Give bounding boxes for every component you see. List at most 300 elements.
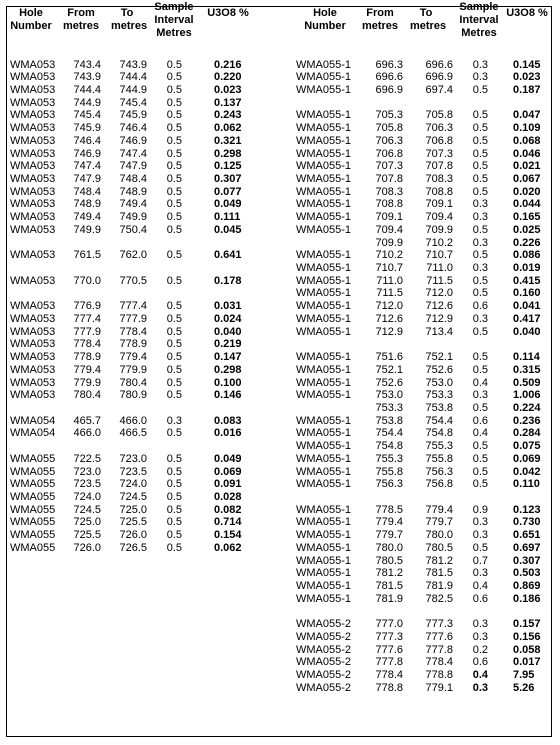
cell-grade: 0.186 <box>513 592 541 605</box>
cell-hole: WMA055-2 <box>296 643 352 656</box>
cell-grade: 0.321 <box>214 134 242 147</box>
cell-from: 751.6 <box>375 351 403 364</box>
cell-grade: 0.023 <box>214 83 242 96</box>
cell-from: 777.0 <box>375 618 403 631</box>
cell-interval: 0.5 <box>166 71 182 84</box>
cell-hole: WMA055-1 <box>296 109 352 122</box>
cell-grade: 0.307 <box>214 172 242 185</box>
cell-from: 781.9 <box>375 592 403 605</box>
cell-to: 709.9 <box>425 223 453 236</box>
cell-from: 743.4 <box>73 58 101 71</box>
cell-to: 744.9 <box>119 83 147 96</box>
cell-grade: 0.417 <box>513 312 541 325</box>
right-table-row <box>0 275 560 288</box>
cell-interval: 0.3 <box>472 630 488 643</box>
cell-grade: 0.165 <box>513 211 541 224</box>
cell-interval: 0.5 <box>472 185 488 198</box>
right-table-row <box>0 656 560 669</box>
left-header-from: From metres <box>62 7 100 32</box>
cell-interval: 0.5 <box>166 109 182 122</box>
cell-interval: 0.5 <box>166 122 182 135</box>
cell-to: 749.4 <box>119 198 147 211</box>
cell-hole: WMA055-1 <box>296 262 352 275</box>
cell-interval: 0.5 <box>166 503 182 516</box>
cell-to: 779.4 <box>119 351 147 364</box>
cell-grade: 0.714 <box>214 516 242 529</box>
cell-from: 724.0 <box>73 490 101 503</box>
right-table-row <box>0 427 560 440</box>
cell-from: 746.9 <box>73 147 101 160</box>
cell-hole: WMA055-1 <box>296 58 352 71</box>
cell-grade: 0.869 <box>513 580 541 593</box>
cell-hole: WMA055-1 <box>296 567 352 580</box>
cell-grade: 0.040 <box>513 325 541 338</box>
cell-hole: WMA055-1 <box>296 325 352 338</box>
right-table-row <box>0 160 560 173</box>
cell-from: 780.5 <box>375 554 403 567</box>
cell-grade: 0.226 <box>513 236 541 249</box>
cell-from: 777.9 <box>73 325 101 338</box>
cell-to: 779.9 <box>119 363 147 376</box>
cell-hole: WMA055-1 <box>296 312 352 325</box>
cell-interval: 0.5 <box>472 325 488 338</box>
cell-to: 755.8 <box>425 452 453 465</box>
cell-grade: 0.156 <box>513 630 541 643</box>
cell-from: 747.9 <box>73 172 101 185</box>
cell-grade: 0.160 <box>513 287 541 300</box>
cell-hole: WMA053 <box>10 172 56 185</box>
cell-from: 753.0 <box>375 389 403 402</box>
cell-hole: WMA055-1 <box>296 134 352 147</box>
cell-from: 743.9 <box>73 71 101 84</box>
cell-from: 466.0 <box>73 427 101 440</box>
cell-interval: 0.4 <box>472 580 488 593</box>
cell-from: 725.5 <box>73 529 101 542</box>
cell-grade: 0.024 <box>214 312 242 325</box>
cell-interval: 0.5 <box>472 172 488 185</box>
cell-hole: WMA055-1 <box>296 580 352 593</box>
cell-from: 780.0 <box>375 541 403 554</box>
cell-hole: WMA054 <box>10 414 56 427</box>
right-table-row <box>0 377 560 390</box>
cell-hole: WMA055-1 <box>296 592 352 605</box>
cell-to: 753.3 <box>425 389 453 402</box>
cell-interval: 0.5 <box>166 300 182 313</box>
cell-interval: 0.5 <box>166 223 182 236</box>
right-header-interval: Sample Interval Metres <box>459 1 499 39</box>
cell-interval: 0.3 <box>472 312 488 325</box>
cell-interval: 0.5 <box>472 401 488 414</box>
cell-interval: 0.5 <box>472 109 488 122</box>
cell-interval: 0.5 <box>166 478 182 491</box>
cell-grade: 0.062 <box>214 122 242 135</box>
cell-from: 778.5 <box>375 503 403 516</box>
cell-interval: 0.5 <box>472 478 488 491</box>
cell-grade: 0.109 <box>513 122 541 135</box>
cell-from: 710.2 <box>375 249 403 262</box>
cell-to: 777.4 <box>119 300 147 313</box>
cell-to: 752.1 <box>425 351 453 364</box>
cell-from: 777.6 <box>375 643 403 656</box>
cell-to: 762.0 <box>119 249 147 262</box>
cell-to: 777.3 <box>425 618 453 631</box>
cell-from: 706.3 <box>375 134 403 147</box>
cell-interval: 0.3 <box>472 516 488 529</box>
cell-hole: WMA053 <box>10 376 56 389</box>
cell-interval: 0.6 <box>472 414 488 427</box>
right-table-row <box>0 567 560 580</box>
cell-to: 752.6 <box>425 363 453 376</box>
cell-grade: 0.069 <box>513 452 541 465</box>
cell-interval: 0.5 <box>166 274 182 287</box>
cell-hole: WMA053 <box>10 351 56 364</box>
cell-from: 708.8 <box>375 198 403 211</box>
cell-interval: 0.5 <box>166 172 182 185</box>
cell-from: 711.0 <box>376 274 403 287</box>
cell-interval: 0.5 <box>166 529 182 542</box>
cell-grade: 0.236 <box>513 414 541 427</box>
left-header-hole: Hole Number <box>10 7 52 32</box>
cell-grade: 0.028 <box>214 490 242 503</box>
cell-interval: 0.5 <box>472 134 488 147</box>
cell-grade: 0.069 <box>214 465 242 478</box>
cell-interval: 0.5 <box>166 96 182 109</box>
cell-to: 750.4 <box>119 223 147 236</box>
cell-grade: 0.075 <box>513 440 541 453</box>
cell-from: 706.8 <box>375 147 403 160</box>
cell-interval: 0.5 <box>166 134 182 147</box>
left-header-interval: Sample Interval Metres <box>154 1 194 39</box>
cell-from: 752.6 <box>375 376 403 389</box>
cell-hole: WMA053 <box>10 109 56 122</box>
cell-hole: WMA055 <box>10 503 56 516</box>
right-table-row <box>0 669 560 682</box>
cell-interval: 0.3 <box>472 71 488 84</box>
cell-hole: WMA055 <box>10 516 56 529</box>
cell-grade: 0.147 <box>214 351 242 364</box>
cell-interval: 0.5 <box>472 440 488 453</box>
right-table-row <box>0 287 560 300</box>
cell-from: 712.6 <box>375 312 403 325</box>
cell-interval: 0.3 <box>472 567 488 580</box>
cell-from: 465.7 <box>73 414 101 427</box>
cell-from: 761.5 <box>73 249 101 262</box>
cell-to: 777.6 <box>425 630 453 643</box>
cell-grade: 0.110 <box>513 478 540 491</box>
cell-hole: WMA055-2 <box>296 630 352 643</box>
cell-to: 707.8 <box>425 160 453 173</box>
cell-from: 748.9 <box>73 198 101 211</box>
cell-grade: 0.082 <box>214 503 242 516</box>
right-table-row <box>0 313 560 326</box>
cell-interval: 0.4 <box>472 427 488 440</box>
cell-to: 466.0 <box>119 414 147 427</box>
right-table-row <box>0 224 560 237</box>
right-table-row <box>0 135 560 148</box>
cell-interval: 0.5 <box>166 452 182 465</box>
cell-grade: 0.114 <box>513 351 540 364</box>
cell-to: 746.4 <box>119 122 147 135</box>
cell-from: 744.4 <box>73 83 101 96</box>
cell-grade: 0.083 <box>214 414 242 427</box>
cell-from: 779.4 <box>73 363 101 376</box>
cell-hole: WMA053 <box>10 122 56 135</box>
cell-interval: 0.5 <box>166 83 182 96</box>
right-table-row <box>0 644 560 657</box>
right-table-row <box>0 186 560 199</box>
cell-to: 706.3 <box>425 122 453 135</box>
cell-to: 777.8 <box>425 643 453 656</box>
right-table-row <box>0 198 560 211</box>
cell-from: 712.9 <box>375 325 403 338</box>
cell-from: 709.9 <box>375 236 403 249</box>
cell-hole: WMA053 <box>10 211 56 224</box>
cell-from: 776.9 <box>73 300 101 313</box>
cell-to: 708.3 <box>425 172 453 185</box>
cell-from: 696.3 <box>375 58 403 71</box>
cell-grade: 0.298 <box>214 147 242 160</box>
cell-hole: WMA055-1 <box>296 71 352 84</box>
cell-grade: 0.187 <box>513 83 541 96</box>
cell-hole: WMA055-1 <box>296 389 352 402</box>
cell-to: 745.9 <box>119 109 147 122</box>
right-table-row <box>0 516 560 529</box>
cell-to: 744.4 <box>119 71 147 84</box>
cell-hole: WMA053 <box>10 58 56 71</box>
cell-interval: 0.3 <box>166 414 182 427</box>
right-table-row <box>0 402 560 415</box>
cell-from: 779.9 <box>73 376 101 389</box>
cell-hole: WMA053 <box>10 147 56 160</box>
right-table-row <box>0 453 560 466</box>
cell-to: 726.5 <box>119 541 147 554</box>
cell-hole: WMA055 <box>10 529 56 542</box>
cell-from: 708.3 <box>375 185 403 198</box>
cell-from: 726.0 <box>73 541 101 554</box>
cell-from: 710.7 <box>375 262 403 275</box>
cell-to: 712.0 <box>425 287 453 300</box>
cell-to: 745.4 <box>119 96 147 109</box>
right-table-row <box>0 478 560 491</box>
cell-from: 756.3 <box>375 478 403 491</box>
cell-to: 753.0 <box>425 376 453 389</box>
cell-hole: WMA055-1 <box>296 516 352 529</box>
cell-grade: 0.049 <box>214 452 242 465</box>
cell-from: 778.4 <box>73 338 101 351</box>
right-table-row <box>0 529 560 542</box>
cell-grade: 0.077 <box>214 185 242 198</box>
cell-hole: WMA055 <box>10 541 56 554</box>
cell-grade: 0.137 <box>214 96 242 109</box>
cell-to: 781.5 <box>425 567 453 580</box>
cell-grade: 0.047 <box>513 109 541 122</box>
cell-grade: 0.042 <box>513 465 541 478</box>
cell-from: 777.8 <box>375 656 403 669</box>
cell-hole: WMA055-1 <box>296 465 352 478</box>
cell-hole: WMA055-2 <box>296 618 352 631</box>
cell-grade: 0.503 <box>513 567 541 580</box>
right-table-row <box>0 211 560 224</box>
right-table-row <box>0 555 560 568</box>
cell-interval: 0.5 <box>472 274 488 287</box>
cell-hole: WMA053 <box>10 389 56 402</box>
cell-to: 710.2 <box>425 236 453 249</box>
cell-interval: 0.3 <box>472 389 488 402</box>
cell-interval: 0.3 <box>472 262 488 275</box>
cell-interval: 0.5 <box>166 147 182 160</box>
cell-to: 778.4 <box>425 656 453 669</box>
cell-from: 709.4 <box>375 223 403 236</box>
cell-interval: 0.4 <box>472 669 488 682</box>
left-table-row <box>0 491 560 504</box>
cell-to: 754.4 <box>425 414 453 427</box>
cell-hole: WMA053 <box>10 185 56 198</box>
cell-interval: 0.5 <box>472 452 488 465</box>
cell-from: 754.4 <box>375 427 403 440</box>
cell-grade: 0.298 <box>214 363 242 376</box>
cell-from: 696.9 <box>375 83 403 96</box>
cell-grade: 0.216 <box>214 58 242 71</box>
cell-grade: 5.26 <box>513 681 535 694</box>
cell-grade: 0.284 <box>513 427 541 440</box>
cell-from: 754.8 <box>375 440 403 453</box>
right-table-row <box>0 631 560 644</box>
cell-grade: 0.049 <box>214 198 242 211</box>
cell-hole: WMA055-1 <box>296 478 352 491</box>
cell-hole: WMA053 <box>10 160 56 173</box>
cell-grade: 0.157 <box>513 618 541 631</box>
cell-to: 781.9 <box>425 580 453 593</box>
cell-to: 749.9 <box>119 211 147 224</box>
cell-grade: 0.178 <box>214 274 242 287</box>
cell-grade: 0.415 <box>513 274 541 287</box>
cell-grade: 0.224 <box>513 401 541 414</box>
cell-hole: WMA055-1 <box>296 211 352 224</box>
right-table-row <box>0 59 560 72</box>
cell-interval: 0.3 <box>472 198 488 211</box>
cell-grade: 0.045 <box>214 223 242 236</box>
right-table-row <box>0 109 560 122</box>
cell-to: 712.9 <box>425 312 453 325</box>
cell-to: 778.9 <box>119 338 147 351</box>
cell-to: 780.9 <box>119 389 147 402</box>
right-header-hole: Hole Number <box>304 7 346 32</box>
cell-to: 724.0 <box>119 478 147 491</box>
cell-interval: 0.3 <box>472 211 488 224</box>
cell-grade: 0.146 <box>214 389 242 402</box>
cell-hole: WMA055-1 <box>296 503 352 516</box>
cell-interval: 0.5 <box>472 351 488 364</box>
cell-grade: 0.111 <box>214 211 241 224</box>
cell-interval: 0.5 <box>166 338 182 351</box>
right-table-row <box>0 262 560 275</box>
cell-to: 723.0 <box>119 452 147 465</box>
cell-from: 778.8 <box>375 681 403 694</box>
cell-from: 781.5 <box>375 580 403 593</box>
cell-interval: 0.5 <box>166 58 182 71</box>
cell-from: 770.0 <box>73 274 101 287</box>
cell-interval: 0.5 <box>166 389 182 402</box>
cell-from: 749.9 <box>73 223 101 236</box>
cell-from: 779.7 <box>375 529 403 542</box>
cell-to: 743.9 <box>119 58 147 71</box>
cell-to: 748.4 <box>119 172 147 185</box>
right-table-row <box>0 351 560 364</box>
cell-to: 755.3 <box>425 440 453 453</box>
cell-to: 709.4 <box>425 211 453 224</box>
cell-grade: 0.058 <box>513 643 541 656</box>
cell-grade: 7.95 <box>513 669 535 682</box>
cell-grade: 0.641 <box>214 249 242 262</box>
cell-hole: WMA055-1 <box>296 147 352 160</box>
cell-hole: WMA053 <box>10 83 56 96</box>
cell-to: 711.0 <box>426 262 453 275</box>
cell-from: 709.1 <box>375 211 403 224</box>
cell-from: 722.5 <box>73 452 101 465</box>
cell-interval: 0.5 <box>472 223 488 236</box>
cell-grade: 1.006 <box>513 389 541 402</box>
cell-to: 779.4 <box>425 503 453 516</box>
cell-from: 753.8 <box>375 414 403 427</box>
cell-from: 705.3 <box>375 109 403 122</box>
cell-interval: 0.5 <box>472 541 488 554</box>
cell-hole: WMA055 <box>10 465 56 478</box>
cell-to: 747.4 <box>119 147 147 160</box>
right-table-row <box>0 389 560 402</box>
cell-grade: 0.697 <box>513 541 541 554</box>
cell-to: 697.4 <box>425 83 453 96</box>
cell-from: 745.9 <box>73 122 101 135</box>
cell-from: 746.4 <box>73 134 101 147</box>
cell-to: 725.5 <box>119 516 147 529</box>
cell-grade: 0.509 <box>513 376 541 389</box>
cell-hole: WMA053 <box>10 312 56 325</box>
cell-to: 696.6 <box>425 58 453 71</box>
cell-interval: 0.2 <box>472 643 488 656</box>
cell-interval: 0.5 <box>472 363 488 376</box>
cell-to: 782.5 <box>425 592 453 605</box>
cell-interval: 0.5 <box>166 185 182 198</box>
cell-to: 781.2 <box>425 554 453 567</box>
cell-from: 747.4 <box>73 160 101 173</box>
cell-grade: 0.091 <box>214 478 242 491</box>
cell-to: 706.8 <box>425 134 453 147</box>
cell-interval: 0.5 <box>472 83 488 96</box>
cell-hole: WMA055 <box>10 478 56 491</box>
cell-hole: WMA055-1 <box>296 83 352 96</box>
cell-from: 712.0 <box>375 300 403 313</box>
cell-interval: 0.5 <box>472 160 488 173</box>
cell-hole: WMA055 <box>10 452 56 465</box>
cell-hole: WMA055-1 <box>296 122 352 135</box>
cell-to: 778.4 <box>119 325 147 338</box>
cell-to: 466.5 <box>119 427 147 440</box>
cell-hole: WMA053 <box>10 223 56 236</box>
cell-hole: WMA055-1 <box>296 223 352 236</box>
cell-to: 696.9 <box>425 71 453 84</box>
cell-to: 780.4 <box>119 376 147 389</box>
cell-to: 770.5 <box>119 274 147 287</box>
cell-interval: 0.3 <box>472 618 488 631</box>
cell-hole: WMA055-2 <box>296 681 352 694</box>
cell-grade: 0.023 <box>513 71 541 84</box>
cell-interval: 0.5 <box>166 376 182 389</box>
left-table-row <box>0 338 560 351</box>
cell-grade: 0.100 <box>214 376 242 389</box>
cell-grade: 0.125 <box>214 160 242 173</box>
cell-to: 754.8 <box>425 427 453 440</box>
cell-hole: WMA055-1 <box>296 198 352 211</box>
